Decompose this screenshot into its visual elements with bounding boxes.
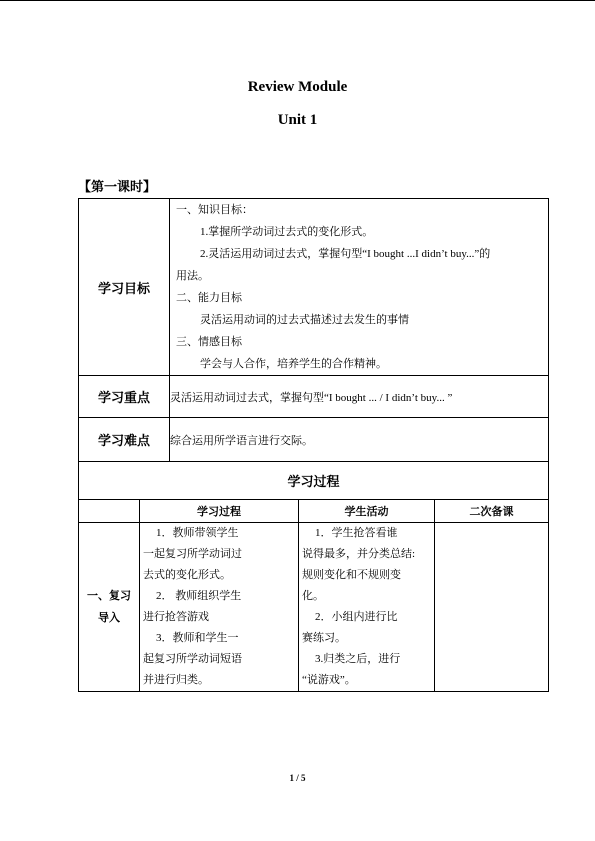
header-second-prep: 二次备课 <box>435 500 549 523</box>
student-line: 3.归类之后，进行 <box>315 653 401 665</box>
review-intro-row <box>79 523 549 692</box>
student-line: 化。 <box>302 590 325 602</box>
process-header-row <box>79 500 549 523</box>
objectives-content <box>170 199 549 376</box>
objective-line: 2.灵活运用动词过去式，掌握句型“I bought ...I didn’t buy...”的 <box>200 248 491 260</box>
student-line: 2．小组内进行比 <box>315 611 398 623</box>
objective-line: 学会与人合作，培养学生的合作精神。 <box>200 358 388 370</box>
lesson-plan-table <box>78 198 549 692</box>
teacher-line: 3．教师和学生一 <box>156 632 239 644</box>
teacher-line: 1．教师带领学生 <box>156 527 239 539</box>
student-line: 1．学生抢答看谁 <box>315 527 398 539</box>
section-label-line: 一、复习 <box>87 590 131 602</box>
section-label-line: 导入 <box>98 612 120 624</box>
objective-line: 三、情感目标 <box>176 336 243 348</box>
empty-header-cell <box>79 500 140 523</box>
student-line: 赛练习。 <box>302 632 347 644</box>
header-process: 学习过程 <box>140 500 299 523</box>
student-line: 规则变化和不规则变 <box>302 569 402 581</box>
difficulties-text: 综合运用所学语言进行交际。 <box>170 418 549 462</box>
student-activities <box>299 523 435 692</box>
key-points-label: 学习重点 <box>79 376 170 418</box>
objectives-label: 学习目标 <box>79 199 170 376</box>
second-prep-cell <box>435 523 549 692</box>
difficulties-label: 学习难点 <box>79 418 170 462</box>
teacher-line: 并进行归类。 <box>143 674 209 686</box>
teacher-line: 去式的变化形式。 <box>143 569 231 581</box>
student-line: 说得最多，并分类总结: <box>302 548 416 560</box>
teacher-line: 进行抢答游戏 <box>143 611 209 623</box>
teacher-line: 起复习所学动词短语 <box>143 653 242 665</box>
objectives-row <box>79 199 549 376</box>
top-rule <box>0 0 595 1</box>
teacher-line: 2． 教师组织学生 <box>156 590 242 602</box>
key-points-text: 灵活运用动词过去式，掌握句型“I bought ... / I didn’t buy... ” <box>170 376 549 418</box>
objective-line: 二、能力目标 <box>176 292 243 304</box>
document-title: Review Module <box>247 79 348 95</box>
header-student-activity: 学生活动 <box>299 500 435 523</box>
teacher-steps <box>140 523 299 692</box>
student-line: “说游戏”。 <box>302 674 356 686</box>
objective-line: 用法。 <box>176 270 210 282</box>
process-title-row <box>79 462 549 500</box>
unit-title: Unit 1 <box>277 112 318 128</box>
objective-line: 一、知识目标： <box>176 204 254 216</box>
difficulties-row <box>79 418 549 462</box>
objective-line: 灵活运用动词的过去式描述过去发生的事情 <box>200 314 410 326</box>
page-number: 1 / 5 <box>289 773 306 783</box>
key-points-row <box>79 376 549 418</box>
objective-line: 1.掌握所学动词过去式的变化形式。 <box>200 226 374 238</box>
process-title: 学习过程 <box>79 462 549 500</box>
section-label <box>79 523 140 692</box>
lesson-heading: 【第一课时】 <box>78 179 157 194</box>
teacher-line: 一起复习所学动词过 <box>143 548 242 560</box>
